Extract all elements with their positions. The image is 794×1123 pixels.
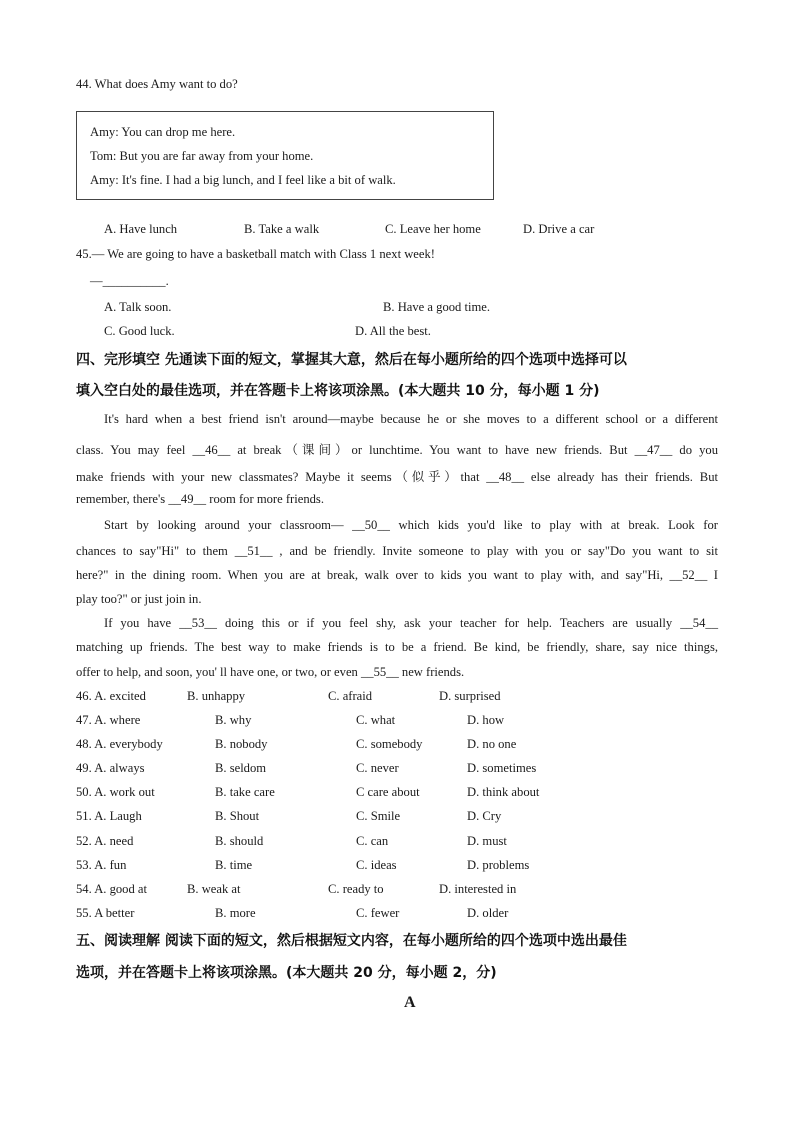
dialog-line: Amy: It's fine. I had a big lunch, and I feel like a bit of walk. xyxy=(90,173,396,187)
q52-c: C. can xyxy=(356,834,389,848)
option-b: B. Have a good time. xyxy=(383,300,491,314)
passage-line: remember, there's __49__ room for more friends. xyxy=(76,492,324,506)
option-c: C. Good luck. xyxy=(104,324,175,338)
q55-a: 55. A better xyxy=(76,906,135,920)
q55-d: D. older xyxy=(467,906,509,920)
q54-c: C. ready to xyxy=(328,882,384,896)
q54-a: 54. A. good at xyxy=(76,882,148,896)
passage-line: If you have __53__ doing this or if you feel shy, ask your teacher for help. Teachers are usually __54__ xyxy=(104,616,718,630)
q49-c: C. never xyxy=(356,761,399,775)
passage-line: matching up friends. The best way to make friends is to be a friend. Be kind, be friendly, share, say nice things, xyxy=(76,640,718,654)
answer-line: —__________. xyxy=(90,274,169,288)
question-44: 44. What does Amy want to do? xyxy=(76,77,238,91)
q47-a: 47. A. where xyxy=(76,713,141,727)
q46-a: 46. A. excited xyxy=(76,689,146,703)
passage-line: chances to say"Hi" to them __51__ , and be friendly. Invite someone to play with you or say"Do you want to sit xyxy=(76,544,718,558)
q55-c: C. fewer xyxy=(356,906,400,920)
q49-d: D. sometimes xyxy=(467,761,537,775)
q52-b: B. should xyxy=(215,834,264,848)
q51-c: C. Smile xyxy=(356,809,401,823)
q46-c: C. afraid xyxy=(328,689,373,703)
section-5-heading-line1: 五、阅读理解 阅读下面的短文，然后根据短文内容，在每小题所给的四个选项中选出最佳 xyxy=(76,933,627,949)
q53-d: D. problems xyxy=(467,858,530,872)
q51-b: B. Shout xyxy=(215,809,260,823)
option-a: A. Have lunch xyxy=(104,222,178,236)
q49-a: 49. A. always xyxy=(76,761,145,775)
q46-d: D. surprised xyxy=(439,689,501,703)
q55-b: B. more xyxy=(215,906,256,920)
q48-a: 48. A. everybody xyxy=(76,737,163,751)
dialog-box xyxy=(76,111,494,200)
option-d: D. All the best. xyxy=(355,324,431,338)
q49-b: B. seldom xyxy=(215,761,267,775)
passage-line: offer to help, and soon, you' ll have one, or two, or even __55__ new friends. xyxy=(76,665,465,679)
q51-a: 51. A. Laugh xyxy=(76,809,142,823)
option-b: B. Take a walk xyxy=(244,222,320,236)
q48-c: C. somebody xyxy=(356,737,423,751)
q50-a: 50. A. work out xyxy=(76,785,155,799)
section-4-heading-line2: 填入空白处的最佳选项，并在答题卡上将该项涂黑。(本大题共 10 分，每小题 1 分) xyxy=(76,383,600,399)
q48-b: B. nobody xyxy=(215,737,268,751)
passage-line: Start by looking around your classroom— __50__ which kids you'd like to play with at break. Look for xyxy=(104,518,718,532)
q48-d: D. no one xyxy=(467,737,517,751)
q52-a: 52. A. need xyxy=(76,834,134,848)
option-a: A. Talk soon. xyxy=(104,300,172,314)
q54-b: B. weak at xyxy=(187,882,241,896)
section-4-heading-line1: 四、完形填空 先通读下面的短文，掌握其大意，然后在每小题所给的四个选项中选择可以 xyxy=(76,352,627,368)
passage-line: It's hard when a best friend isn't around—maybe because he or she moves to a different school or a different xyxy=(104,412,718,426)
dialog-line: Tom: But you are far away from your home. xyxy=(90,149,314,163)
option-d: D. Drive a car xyxy=(523,222,595,236)
passage-line: class. You may feel __46__ at break（课间）or lunchtime. You want to have new friends. But __47__ do you xyxy=(76,443,718,457)
passage-line: play too?" or just join in. xyxy=(76,592,202,606)
q52-d: D. must xyxy=(467,834,507,848)
q53-c: C. ideas xyxy=(356,858,397,872)
q50-b: B. take care xyxy=(215,785,275,799)
passage-line: here?" in the dining room. When you are at break, walk over to kids you want to play with, and say"Hi, __52__ I xyxy=(76,568,718,582)
q46-b: B. unhappy xyxy=(187,689,246,703)
q47-b: B. why xyxy=(215,713,252,727)
passage-label: A xyxy=(404,994,416,1011)
q50-d: D. think about xyxy=(467,785,540,799)
q47-c: C. what xyxy=(356,713,396,727)
q47-d: D. how xyxy=(467,713,505,727)
q51-d: D. Cry xyxy=(467,809,502,823)
q50-c: C care about xyxy=(356,785,420,799)
q53-b: B. time xyxy=(215,858,253,872)
section-5-heading-line2: 选项，并在答题卡上将该项涂黑。(本大题共 20 分，每小题 2，分) xyxy=(76,965,497,981)
passage-line: make friends with your new classmates? Maybe it seems（似乎）that __48__ else already has their friends. But xyxy=(76,470,718,484)
dialog-line: Amy: You can drop me here. xyxy=(90,125,236,139)
q53-a: 53. A. fun xyxy=(76,858,127,872)
question-45: 45.— We are going to have a basketball match with Class 1 next week! xyxy=(76,247,435,261)
q54-d: D. interested in xyxy=(439,882,517,896)
option-c: C. Leave her home xyxy=(385,222,481,236)
